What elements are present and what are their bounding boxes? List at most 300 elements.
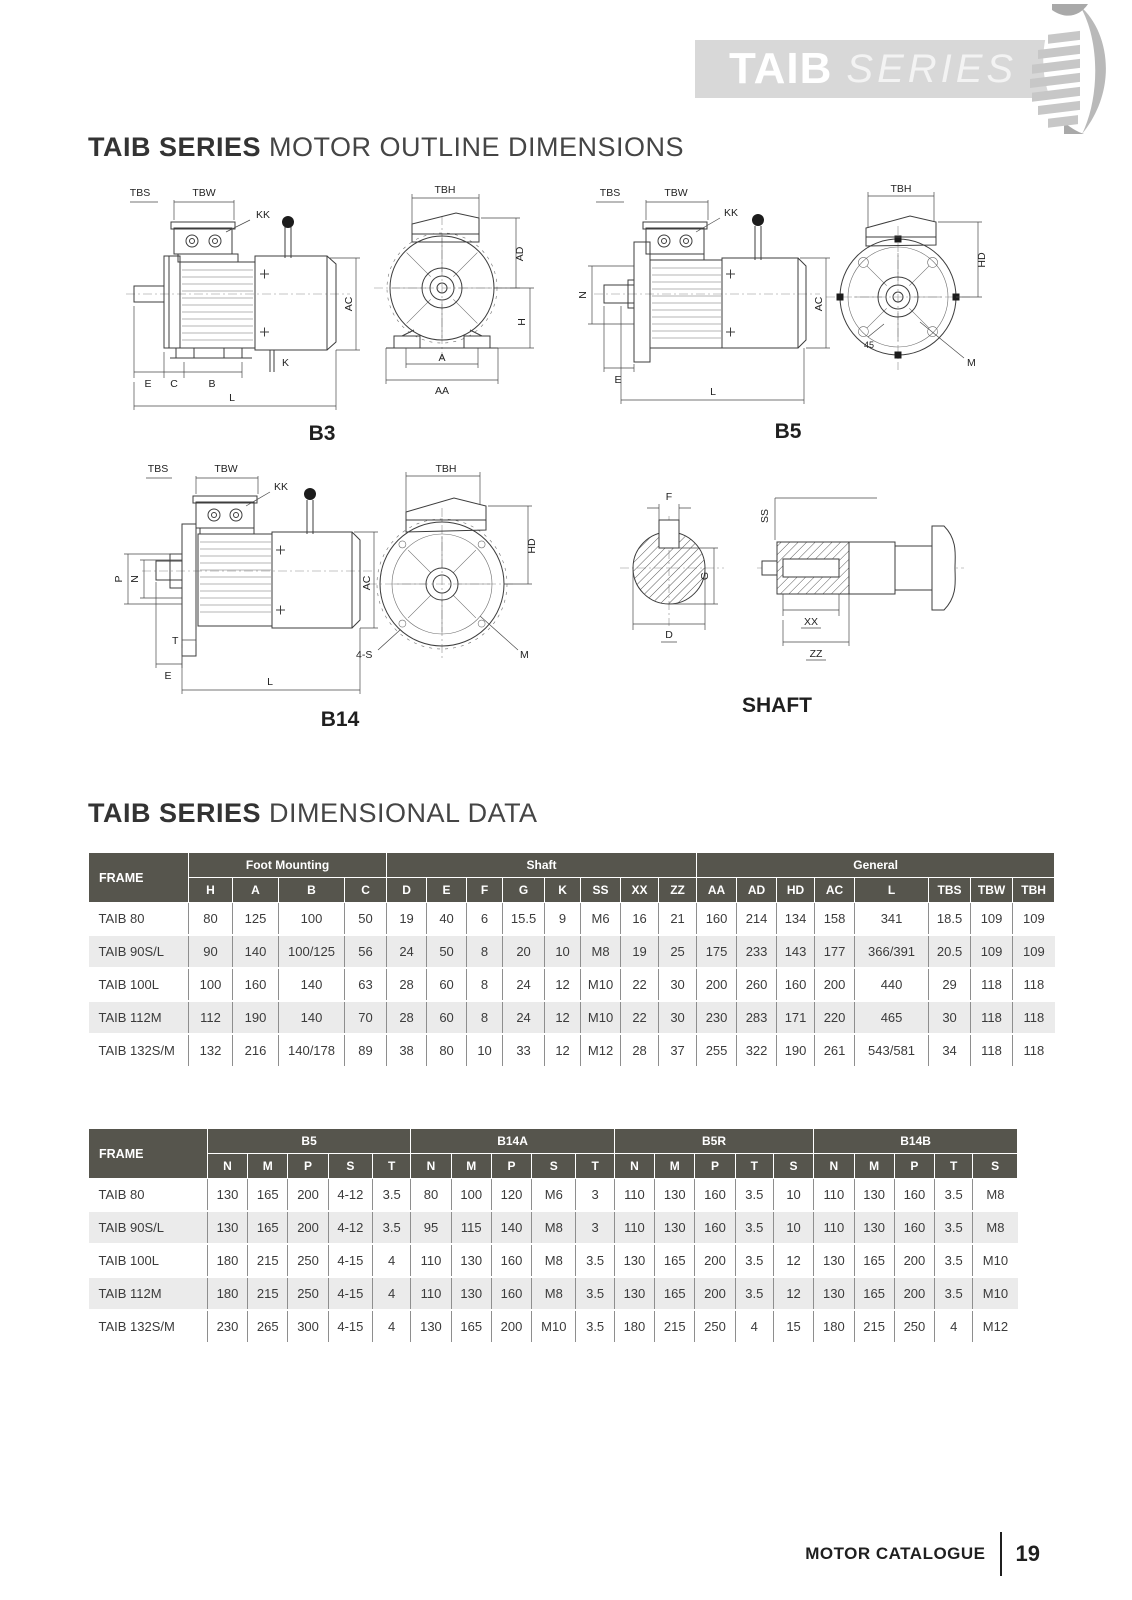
data-cell: 10 [773,1211,813,1244]
group-header: Shaft [387,853,697,878]
dim-label-h: H [516,318,528,326]
data-cell: 341 [855,903,929,936]
data-cell: 15 [773,1310,813,1342]
section-title-outline [88,132,684,163]
data-cell: 4-15 [328,1244,372,1277]
data-cell: 220 [815,1001,855,1034]
data-cell: 543/581 [855,1034,929,1066]
table-row [89,1310,1018,1342]
col-header: C [345,878,387,903]
col-header: P [491,1154,531,1179]
data-cell: 110 [411,1244,451,1277]
data-cell: M8 [532,1211,576,1244]
data-cell: 3.5 [935,1277,973,1310]
frame-cell: TAIB 80 [89,903,189,936]
col-header: H [189,878,233,903]
data-cell: M8 [532,1244,576,1277]
data-cell: M8 [581,935,621,968]
group-header: B5R [614,1129,813,1154]
footer-page-number: 19 [1015,1541,1040,1566]
data-cell: 37 [659,1034,697,1066]
data-cell: 165 [854,1244,894,1277]
data-cell: 143 [777,935,815,968]
dim-label-45: 45 [864,340,875,350]
data-cell: 175 [697,935,737,968]
figure-caption-shaft: SHAFT [742,694,812,717]
data-cell: 250 [894,1310,934,1342]
dim-label-ac: AC [813,296,825,312]
data-cell: 118 [1013,1001,1055,1034]
data-cell: M10 [532,1310,576,1342]
col-header: N [614,1154,654,1179]
data-cell: 160 [491,1277,531,1310]
data-cell: 465 [855,1001,929,1034]
data-cell: 165 [655,1277,695,1310]
col-header: A [233,878,279,903]
figure-caption-b3: B3 [308,422,336,445]
col-header: M [451,1154,491,1179]
table-row [89,903,1055,936]
data-cell: 216 [233,1034,279,1066]
group-header: B14B [814,1129,1018,1154]
data-cell: 200 [288,1179,328,1212]
data-cell: 3.5 [576,1244,614,1277]
col-header: P [288,1154,328,1179]
data-cell: 215 [248,1277,288,1310]
frame-cell: TAIB 112M [89,1001,189,1034]
data-cell: 30 [659,968,697,1001]
data-cell: 118 [1013,968,1055,1001]
data-cell: M6 [532,1179,576,1212]
data-cell: M8 [973,1211,1018,1244]
group-header: General [697,853,1055,878]
data-cell: 180 [814,1310,854,1342]
data-cell: 125 [233,903,279,936]
data-cell: 20.5 [929,935,971,968]
col-header: T [576,1154,614,1179]
section-title-data-bold: TAIB SERIES [88,798,262,828]
data-cell: 250 [288,1277,328,1310]
data-cell: 130 [854,1179,894,1212]
data-cell: 110 [614,1179,654,1212]
data-cell: 30 [929,1001,971,1034]
dim-label-c: C [170,378,178,390]
group-header: B14A [411,1129,614,1154]
data-cell: 3.5 [935,1244,973,1277]
data-cell: 140 [233,935,279,968]
dim-label-l: L [267,676,273,688]
dim-label-tbh: TBH [890,183,912,195]
data-cell: 3.5 [935,1179,973,1212]
data-cell: 130 [655,1211,695,1244]
data-cell: 283 [737,1001,777,1034]
dimensional-data-table-2 [88,1128,1018,1342]
col-header: E [427,878,467,903]
dim-label-tbh: TBH [434,184,456,196]
data-cell: 24 [387,935,427,968]
col-header: P [695,1154,735,1179]
group-header: Foot Mounting [189,853,387,878]
data-cell: 130 [614,1277,654,1310]
data-cell: 130 [655,1179,695,1212]
dim-label-aa: AA [434,385,450,397]
data-cell: 50 [427,935,467,968]
data-cell: 3.5 [735,1179,773,1212]
col-header: N [411,1154,451,1179]
section-title-outline-bold: TAIB SERIES [88,132,262,162]
col-header: D [387,878,427,903]
data-cell: 100 [451,1179,491,1212]
data-cell: 3.5 [735,1277,773,1310]
data-cell: 12 [773,1277,813,1310]
data-cell: 3.5 [935,1211,973,1244]
figure-b14 [112,458,562,734]
col-header: TBH [1013,878,1055,903]
col-header: T [735,1154,773,1179]
page-footer [805,1532,1040,1576]
data-cell: M8 [973,1179,1018,1212]
dim-label-kk: KK [724,207,739,219]
table-row [89,1244,1018,1277]
col-header: AC [815,878,855,903]
dim-label-e: E [614,374,622,386]
data-cell: M12 [581,1034,621,1066]
data-cell: 3.5 [735,1244,773,1277]
dim-label-e: E [144,378,152,390]
data-cell: M12 [973,1310,1018,1342]
data-cell: 110 [614,1211,654,1244]
col-header: AD [737,878,777,903]
data-cell: 4 [373,1244,411,1277]
data-cell: 19 [387,903,427,936]
data-cell: 95 [411,1211,451,1244]
figure-b3 [112,182,552,450]
data-cell: 89 [345,1034,387,1066]
data-cell: 255 [697,1034,737,1066]
data-cell: 12 [545,968,581,1001]
data-cell: 120 [491,1179,531,1212]
data-cell: 118 [971,1001,1013,1034]
data-cell: 10 [545,935,581,968]
data-cell: 440 [855,968,929,1001]
data-cell: 6 [467,903,503,936]
data-cell: 200 [697,968,737,1001]
col-header: S [328,1154,372,1179]
data-cell: M10 [973,1277,1018,1310]
data-cell: 118 [1013,1034,1055,1066]
data-cell: 28 [621,1034,659,1066]
data-cell: 22 [621,1001,659,1034]
data-cell: M10 [581,968,621,1001]
col-header: F [467,878,503,903]
data-cell: 15.5 [503,903,545,936]
data-cell: 10 [773,1179,813,1212]
col-header: N [207,1154,247,1179]
data-cell: 165 [854,1277,894,1310]
col-header: B [279,878,345,903]
dim-label-hd: HD [976,252,988,268]
dim-label-n: N [577,291,589,299]
data-cell: 118 [971,1034,1013,1066]
data-cell: 118 [971,968,1013,1001]
data-cell: 160 [695,1211,735,1244]
table-row [89,935,1055,968]
data-cell: 21 [659,903,697,936]
data-cell: 165 [248,1211,288,1244]
dim-label-n: N [129,575,141,583]
dim-label-g: G [699,571,711,581]
data-cell: 63 [345,968,387,1001]
dim-label-hd: HD [526,538,538,554]
data-cell: 3.5 [576,1310,614,1342]
data-cell: 160 [491,1244,531,1277]
data-cell: 233 [737,935,777,968]
col-header-frame: FRAME [89,1129,208,1179]
col-header: M [655,1154,695,1179]
data-cell: 50 [345,903,387,936]
col-header: S [773,1154,813,1179]
group-header: B5 [207,1129,410,1154]
data-cell: 160 [697,903,737,936]
col-header: T [373,1154,411,1179]
dim-label-k: K [282,357,290,369]
dim-label-a: A [438,352,446,364]
data-cell: 20 [503,935,545,968]
dim-label-tbw: TBW [192,187,216,199]
data-cell: 130 [451,1244,491,1277]
dim-label-t: T [172,635,179,647]
data-cell: 28 [387,968,427,1001]
data-cell: 56 [345,935,387,968]
data-cell: 110 [411,1277,451,1310]
data-cell: 160 [894,1211,934,1244]
data-cell: 140 [279,968,345,1001]
frame-cell: TAIB 90S/L [89,935,189,968]
data-cell: 4 [373,1310,411,1342]
data-cell: 165 [248,1179,288,1212]
data-cell: 22 [621,968,659,1001]
data-cell: 140 [491,1211,531,1244]
data-cell: 200 [288,1211,328,1244]
data-cell: 260 [737,968,777,1001]
data-cell: 261 [815,1034,855,1066]
section-title-data-rest: DIMENSIONAL DATA [269,798,538,828]
figure-b5 [568,182,998,446]
figure-caption-b5: B5 [774,420,802,443]
dim-label-m: M [520,649,529,661]
dim-label-e: E [164,670,172,682]
col-header: XX [621,878,659,903]
data-cell: 4-15 [328,1310,372,1342]
data-cell: 29 [929,968,971,1001]
brand-series: SERIES [846,46,1018,91]
data-cell: 165 [451,1310,491,1342]
dim-label-kk: KK [274,481,289,493]
section-title-data [88,798,538,829]
data-cell: 230 [207,1310,247,1342]
data-cell: 134 [777,903,815,936]
data-cell: 12 [773,1244,813,1277]
dim-label-ad: AD [514,246,526,262]
figure-shaft [592,468,972,720]
dim-label-d: D [665,629,673,641]
data-cell: 109 [1013,935,1055,968]
data-cell: M10 [581,1001,621,1034]
col-header: M [854,1154,894,1179]
col-header: TBW [971,878,1013,903]
data-cell: 322 [737,1034,777,1066]
data-cell: 200 [894,1277,934,1310]
data-cell: 60 [427,1001,467,1034]
leaf-logo-icon [1022,4,1122,136]
data-cell: 8 [467,1001,503,1034]
dimensional-data-table-1 [88,852,1055,1066]
data-cell: 190 [233,1001,279,1034]
data-cell: 8 [467,968,503,1001]
footer-label: MOTOR CATALOGUE [805,1544,986,1563]
dim-label-b: B [208,378,216,390]
dim-label-tbs: TBS [599,187,621,199]
col-header: G [503,878,545,903]
data-cell: 30 [659,1001,697,1034]
data-cell: 190 [777,1034,815,1066]
data-cell: 250 [695,1310,735,1342]
data-cell: 200 [695,1244,735,1277]
data-cell: 19 [621,935,659,968]
dim-label-f: F [665,491,673,503]
data-cell: 28 [387,1001,427,1034]
data-cell: 3.5 [735,1211,773,1244]
data-cell: 40 [427,903,467,936]
data-cell: 80 [411,1179,451,1212]
data-cell: 300 [288,1310,328,1342]
data-cell: 160 [777,968,815,1001]
col-header: P [894,1154,934,1179]
data-cell: 366/391 [855,935,929,968]
data-cell: 9 [545,903,581,936]
data-cell: 109 [1013,903,1055,936]
data-cell: 3 [576,1179,614,1212]
data-cell: 130 [451,1277,491,1310]
col-header: ZZ [659,878,697,903]
col-header: N [814,1154,854,1179]
data-cell: 34 [929,1034,971,1066]
section-title-outline-rest: MOTOR OUTLINE DIMENSIONS [269,132,685,162]
data-cell: 3.5 [373,1211,411,1244]
dim-label-kk: KK [256,209,271,221]
dim-label-ac: AC [343,296,355,312]
data-cell: 215 [248,1244,288,1277]
data-cell: 25 [659,935,697,968]
col-header: S [973,1154,1018,1179]
data-cell: 200 [695,1277,735,1310]
data-cell: 80 [427,1034,467,1066]
data-cell: 215 [854,1310,894,1342]
table-row [89,1277,1018,1310]
dim-label-4s: 4-S [356,649,373,661]
data-cell: 3.5 [576,1277,614,1310]
data-cell: 160 [894,1179,934,1212]
data-cell: 100 [189,968,233,1001]
data-cell: 130 [814,1244,854,1277]
data-cell: 10 [467,1034,503,1066]
data-cell: 112 [189,1001,233,1034]
col-header: L [855,878,929,903]
data-cell: 215 [655,1310,695,1342]
col-header: SS [581,878,621,903]
data-cell: 140/178 [279,1034,345,1066]
data-cell: 16 [621,903,659,936]
brand-name: TAIB [729,44,833,93]
data-cell: 180 [614,1310,654,1342]
data-cell: 130 [207,1211,247,1244]
dim-label-m: M [967,357,976,369]
table-row [89,968,1055,1001]
frame-cell: TAIB 100L [89,968,189,1001]
dim-label-l: L [710,386,716,398]
dim-label-p: P [113,575,125,583]
col-header: K [545,878,581,903]
data-cell: 12 [545,1034,581,1066]
data-cell: 200 [815,968,855,1001]
data-cell: 4 [373,1277,411,1310]
dim-label-ss: SS [759,508,771,524]
col-header: T [935,1154,973,1179]
dim-label-xx: XX [803,616,819,628]
data-cell: 177 [815,935,855,968]
dim-label-l: L [229,392,235,404]
data-cell: 4 [935,1310,973,1342]
data-cell: 200 [894,1244,934,1277]
data-cell: 4-15 [328,1277,372,1310]
frame-cell: TAIB 90S/L [89,1211,208,1244]
footer-divider [1000,1532,1002,1576]
data-cell: 33 [503,1034,545,1066]
data-cell: 18.5 [929,903,971,936]
frame-cell: TAIB 80 [89,1179,208,1212]
data-cell: 100 [279,903,345,936]
data-cell: 158 [815,903,855,936]
data-cell: 265 [248,1310,288,1342]
dim-label-zz: ZZ [809,648,823,660]
data-cell: 4-12 [328,1179,372,1212]
data-cell: 70 [345,1001,387,1034]
col-header: HD [777,878,815,903]
data-cell: 160 [695,1179,735,1212]
data-cell: 180 [207,1244,247,1277]
frame-cell: TAIB 132S/M [89,1034,189,1066]
data-cell: 3.5 [373,1179,411,1212]
data-cell: M10 [973,1244,1018,1277]
data-cell: 130 [411,1310,451,1342]
data-cell: 115 [451,1211,491,1244]
table-row [89,1179,1018,1212]
data-cell: 130 [814,1277,854,1310]
col-header: S [532,1154,576,1179]
frame-cell: TAIB 100L [89,1244,208,1277]
data-cell: M8 [532,1277,576,1310]
dim-label-tbs: TBS [129,187,151,199]
table-row [89,1001,1055,1034]
data-cell: 4 [735,1310,773,1342]
data-cell: 38 [387,1034,427,1066]
data-cell: 180 [207,1277,247,1310]
frame-cell: TAIB 132S/M [89,1310,208,1342]
data-cell: 80 [189,903,233,936]
col-header: TBS [929,878,971,903]
col-header: AA [697,878,737,903]
data-cell: 130 [854,1211,894,1244]
